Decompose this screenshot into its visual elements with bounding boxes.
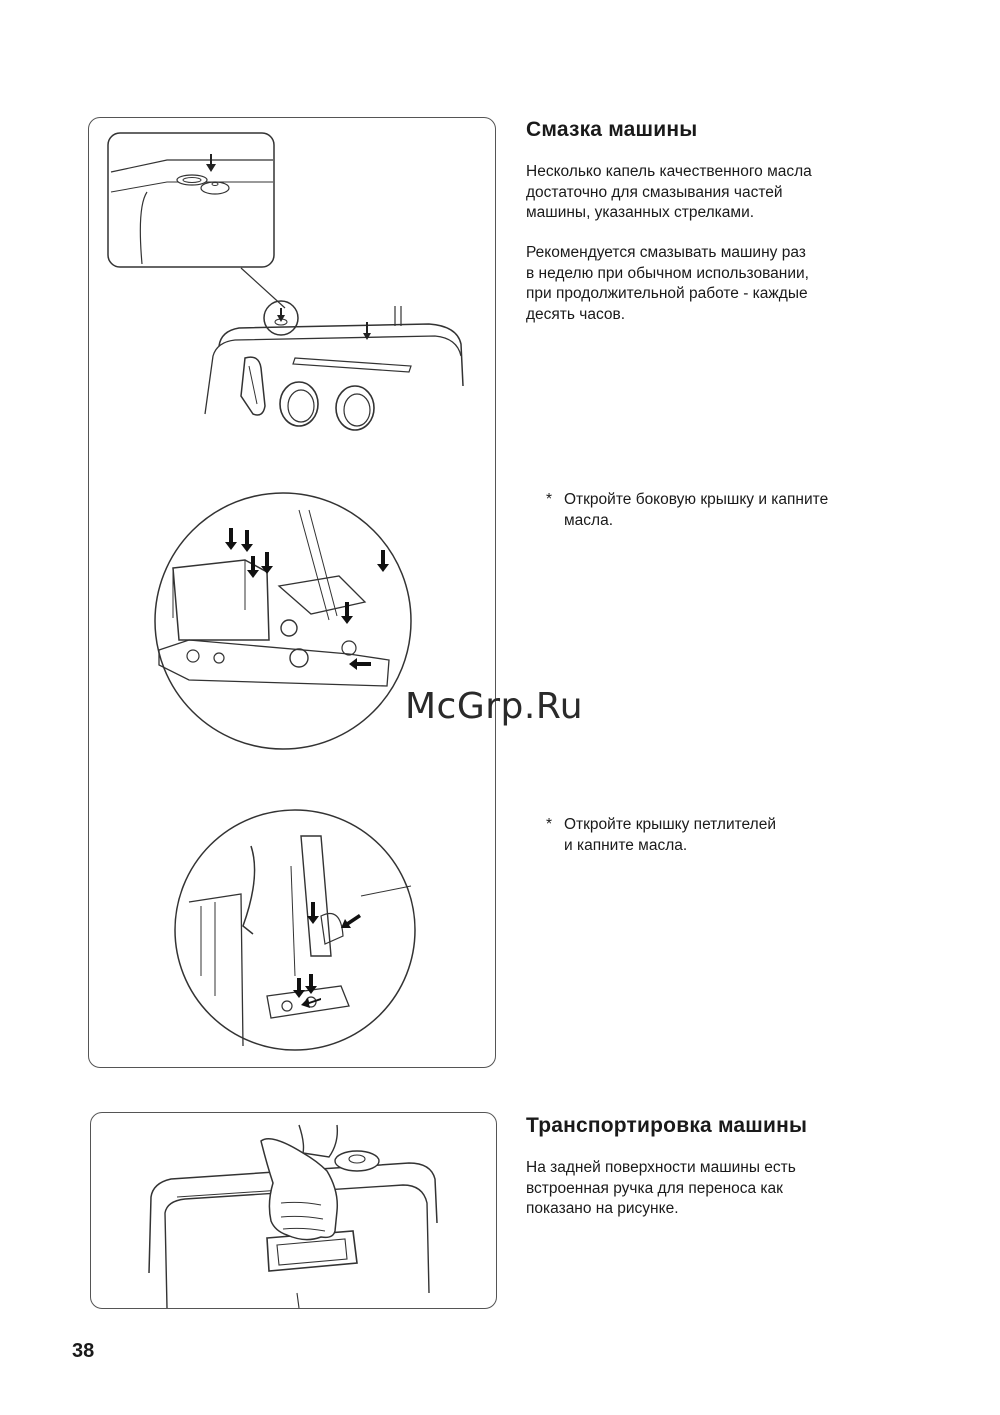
looper-cover-detail-illustration bbox=[171, 806, 421, 1054]
lubrication-paragraph-2: Рекомендуется смазывать машину раз в неделю при обычном использовании, при продолжительной работе - каждые десять часов. bbox=[526, 244, 809, 323]
note-bullet: * bbox=[546, 816, 553, 833]
looper-cover-note bbox=[546, 815, 776, 856]
transport-heading: Транспортировка машины bbox=[526, 1114, 808, 1137]
side-cover-detail-illustration bbox=[149, 490, 419, 752]
watermark: McGrp.Ru bbox=[405, 686, 584, 727]
note-bullet: * bbox=[546, 491, 553, 508]
transport-figure-frame bbox=[90, 1112, 497, 1309]
side-cover-note-text: Откройте боковую крышку и капните масла. bbox=[564, 491, 829, 529]
transport-paragraph: На задней поверхности машины есть встроенная ручка для переноса как показано на рисунке. bbox=[526, 1159, 796, 1217]
machine-top-illustration bbox=[199, 296, 479, 436]
carrying-handle-illustration bbox=[91, 1113, 496, 1308]
lubrication-figure-frame bbox=[88, 117, 496, 1068]
lubrication-paragraph-1: Несколько капель качественного масла достаточно для смазывания частей машины, указанных стрелками. bbox=[526, 163, 812, 221]
side-cover-note bbox=[546, 490, 829, 531]
looper-cover-note-text: Откройте крышку петлителей и капните масла. bbox=[564, 816, 776, 854]
lubrication-heading: Смазка машины bbox=[526, 118, 698, 141]
oil-hole-detail-illustration bbox=[107, 132, 277, 270]
page-number: 38 bbox=[72, 1340, 95, 1362]
